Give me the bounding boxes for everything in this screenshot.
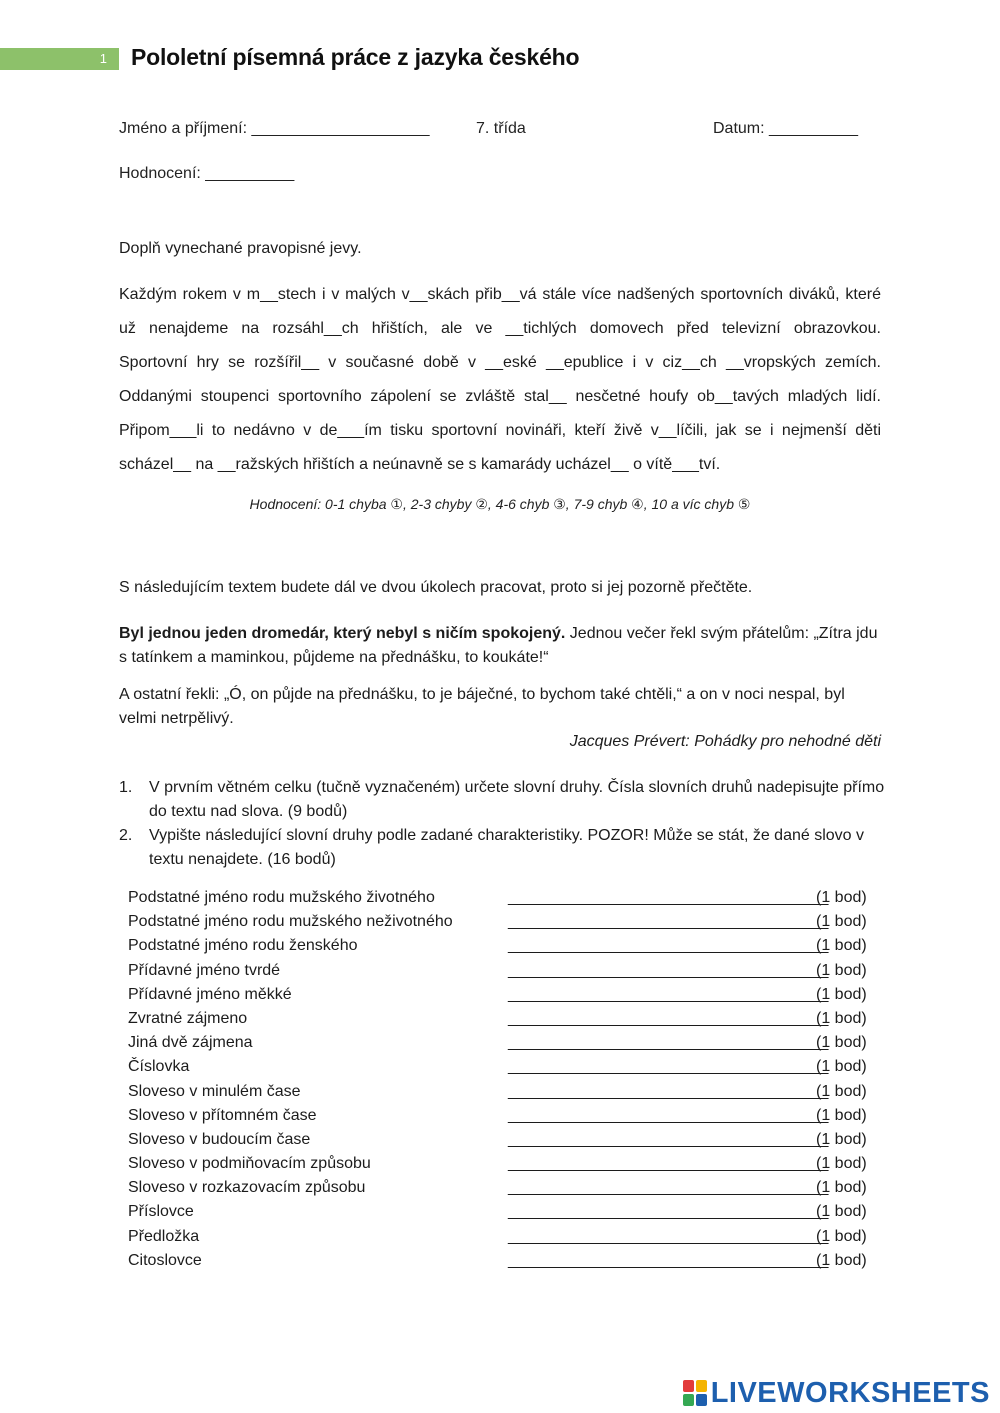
- class-label: 7. třída: [476, 120, 526, 137]
- word-type-row: [128, 886, 873, 910]
- word-type-row: [128, 1080, 873, 1104]
- task-text: V prvním větném celku (tučně vyznačeném) určete slovní druhy. Čísla slovních druhů nadepisujte přímo do textu nad slova. (9 bodů): [149, 779, 885, 820]
- word-type-row: [128, 1176, 873, 1200]
- points-label: (1 bod): [816, 1155, 867, 1173]
- task-number: 1.: [119, 779, 133, 796]
- exercise-line[interactable]: Oddanými stoupenci sportovního zápolení se zvláště stal__ nesčetné houfy ob__tavých mladých lidí.: [119, 388, 881, 405]
- points-label: (1 bod): [816, 1082, 867, 1100]
- points-label: (1 bod): [816, 1227, 867, 1245]
- points-label: (1 bod): [816, 961, 867, 979]
- task-item: [119, 824, 889, 872]
- task-text: Vypište následující slovní druhy podle zadané charakteristiky. POZOR! Může se stát, že dané slovo v textu nenajdete. (16 bodů): [149, 827, 865, 868]
- logo-icon: [683, 1380, 707, 1406]
- task-list: [119, 776, 889, 872]
- word-type-row: [128, 1031, 873, 1055]
- points-label: (1 bod): [816, 1106, 867, 1124]
- logo-square: [683, 1380, 694, 1392]
- word-type-row: [128, 983, 873, 1007]
- story-paragraph-1: [119, 622, 881, 670]
- points-label: (1 bod): [816, 1179, 867, 1197]
- word-type-row: [128, 1225, 873, 1249]
- answer-blank[interactable]: ____________________________________: [508, 1034, 829, 1052]
- answer-blank[interactable]: ____________________________________: [508, 1058, 829, 1076]
- points-label: (1 bod): [816, 1058, 867, 1076]
- points-label: (1 bod): [816, 1009, 867, 1027]
- word-type-label: Citoslovce: [128, 1251, 202, 1269]
- word-type-label: Zvratné zájmeno: [128, 1009, 248, 1027]
- word-type-row: [128, 1104, 873, 1128]
- points-label: (1 bod): [816, 937, 867, 955]
- word-type-row: [128, 1055, 873, 1079]
- word-type-label: Přídavné jméno tvrdé: [128, 961, 281, 979]
- points-label: (1 bod): [816, 1034, 867, 1052]
- task-item: [119, 776, 889, 824]
- word-type-label: Sloveso v minulém čase: [128, 1082, 301, 1100]
- page-number-badge: 1: [0, 48, 119, 70]
- answer-blank[interactable]: ____________________________________: [508, 913, 829, 931]
- word-type-row: [128, 1007, 873, 1031]
- answer-blank[interactable]: ____________________________________: [508, 889, 829, 906]
- answer-blank[interactable]: ____________________________________: [508, 1155, 829, 1173]
- date-field[interactable]: Datum: __________: [713, 120, 858, 137]
- word-type-label: Předložka: [128, 1227, 200, 1245]
- answer-blank[interactable]: ____________________________________: [508, 985, 829, 1003]
- points-label: (1 bod): [816, 985, 867, 1003]
- exercise-line[interactable]: už nenajdeme na rozsáhl__ch hřištích, ale ve __tichlých domovech před televizní obrazovkou.: [119, 320, 881, 337]
- word-type-label: Podstatné jméno rodu mužského životného: [128, 889, 435, 906]
- answer-blank[interactable]: ____________________________________: [508, 961, 829, 979]
- logo-square: [683, 1394, 694, 1406]
- points-label: (1 bod): [816, 1251, 867, 1269]
- word-type-row: [128, 959, 873, 983]
- points-label: (1 bod): [816, 913, 867, 931]
- word-type-label: Příslovce: [128, 1203, 194, 1221]
- word-type-label: Jiná dvě zájmena: [128, 1034, 253, 1052]
- answer-blank[interactable]: ____________________________________: [508, 1203, 829, 1221]
- grading-scale: Hodnocení: 0-1 chyba ①, 2-3 chyby ②, 4-6 chyb ③, 7-9 chyb ④, 10 a víc chyb ⑤: [249, 496, 751, 512]
- exercise-line[interactable]: Sportovní hry se rozšířil__ v současné době v __eské __epublice i v ciz__ch __vropských zemích.: [119, 354, 881, 371]
- liveworksheets-logo: [683, 1377, 990, 1409]
- answer-blank[interactable]: ____________________________________: [508, 1106, 829, 1124]
- task-number: 2.: [119, 827, 133, 844]
- word-type-label: Podstatné jméno rodu ženského: [128, 937, 358, 955]
- word-type-label: Přídavné jméno měkké: [128, 985, 292, 1003]
- word-type-row: [128, 1152, 873, 1176]
- answer-blank[interactable]: ____________________________________: [508, 1227, 829, 1245]
- points-label: (1 bod): [816, 1130, 867, 1148]
- word-type-row: [128, 934, 873, 958]
- answer-blank[interactable]: ____________________________________: [508, 1082, 829, 1100]
- answer-blank[interactable]: ____________________________________: [508, 937, 829, 955]
- word-type-label: Sloveso v budoucím čase: [128, 1130, 311, 1148]
- answer-blank[interactable]: ____________________________________: [508, 1251, 829, 1269]
- name-field[interactable]: Jméno a příjmení: ____________________: [119, 120, 430, 137]
- page-title: Pololetní písemná práce z jazyka českého: [131, 44, 580, 70]
- word-type-row: [128, 1200, 873, 1224]
- points-label: (1 bod): [816, 1203, 867, 1221]
- logo-square: [696, 1380, 707, 1392]
- word-type-list: [128, 886, 873, 1273]
- logo-square: [696, 1394, 707, 1406]
- answer-blank[interactable]: ____________________________________: [508, 1009, 829, 1027]
- points-label: (1 bod): [816, 889, 867, 906]
- reading-intro: S následujícím textem budete dál ve dvou úkolech pracovat, proto si jej pozorně přečtěte.: [119, 579, 753, 596]
- word-type-label: Sloveso v podmiňovacím způsobu: [128, 1155, 371, 1173]
- word-type-label: Číslovka: [128, 1058, 190, 1076]
- exercise-line[interactable]: Každým rokem v m__stech i v malých v__skách přib__vá stále více nadšených sportovních diváků, které: [119, 286, 881, 303]
- word-type-label: Sloveso v rozkazovacím způsobu: [128, 1179, 366, 1197]
- grade-field[interactable]: Hodnocení: __________: [119, 165, 295, 182]
- story-source: Jacques Prévert: Pohádky pro nehodné děti: [569, 733, 881, 750]
- story-paragraph-2: A ostatní řekli: „Ó, on půjde na přednášku, to je báječné, to bychom také chtěli,“ a on v noci nespal, byl velmi netrpělivý.: [119, 686, 845, 727]
- word-type-label: Sloveso v přítomném čase: [128, 1106, 317, 1124]
- word-type-label: Podstatné jméno rodu mužského neživotného: [128, 913, 453, 931]
- story-text: Jednou večer řekl svým přátelům: „Zítra jdu s tatínkem a maminkou, půjdeme na přednášku, to koukáte!“: [119, 625, 878, 666]
- logo-text: LIVEWORKSHEETS: [710, 1376, 990, 1409]
- word-type-row: [128, 1249, 873, 1273]
- exercise-line[interactable]: Připom___li to nedávno v de___ím tisku sportovní novináři, kteří živě v__líčili, jak se i nejmenší děti: [119, 422, 881, 439]
- answer-blank[interactable]: ____________________________________: [508, 1130, 829, 1148]
- word-type-row: [128, 910, 873, 934]
- word-type-row: [128, 1128, 873, 1152]
- answer-blank[interactable]: ____________________________________: [508, 1179, 829, 1197]
- exercise-instruction: Doplň vynechané pravopisné jevy.: [119, 240, 362, 257]
- exercise-text: [119, 282, 881, 486]
- exercise-line[interactable]: scházel__ na __ražských hřištích a neúnavně se s kamarády ucházel__ o vítě___tví.: [119, 456, 721, 473]
- story-bold-sentence: Byl jednou jeden dromedár, který nebyl s ničím spokojený.: [119, 625, 566, 642]
